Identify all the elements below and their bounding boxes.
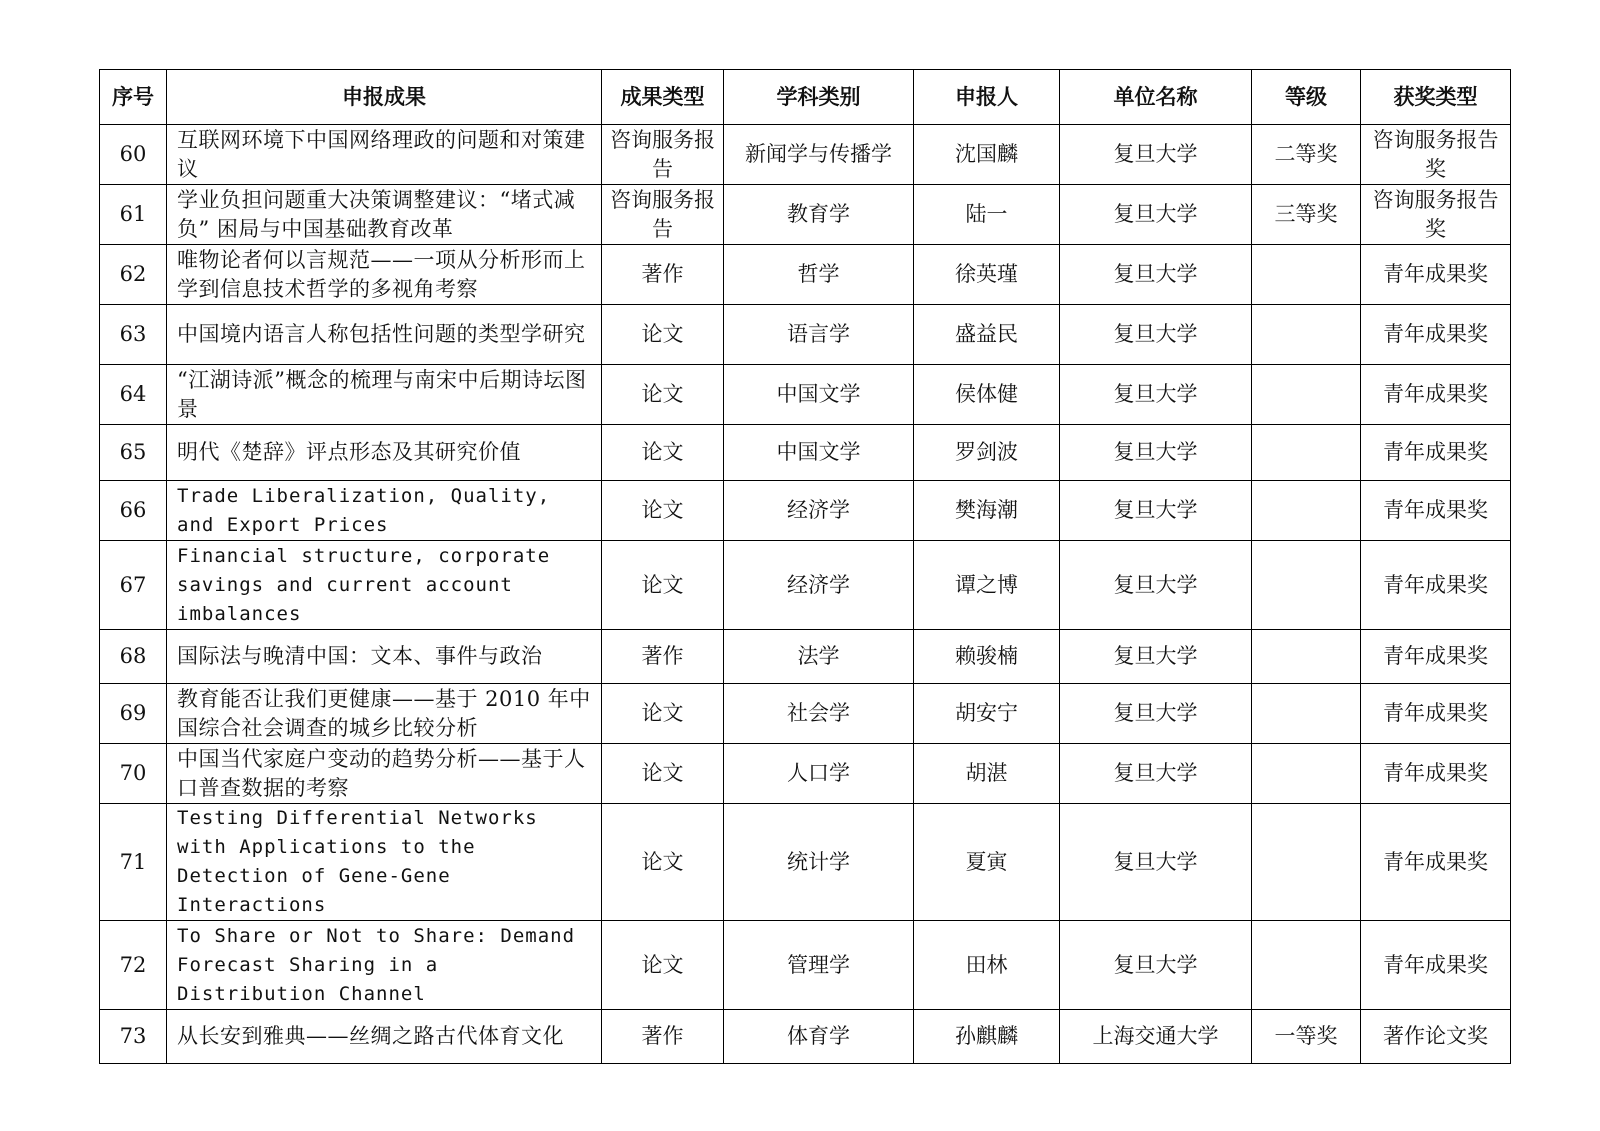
table-row xyxy=(100,481,1511,541)
cell-award: 青年成果奖 xyxy=(1361,921,1511,1010)
cell-title: 教育能否让我们更健康——基于 2010 年中国综合社会调查的城乡比较分析 xyxy=(167,684,602,744)
cell-grade xyxy=(1252,245,1361,305)
cell-award: 咨询服务报告奖 xyxy=(1361,125,1511,185)
cell-title: Trade Liberalization, Quality, and Export Prices xyxy=(167,481,602,541)
cell-grade xyxy=(1252,744,1361,804)
cell-unit: 复旦大学 xyxy=(1060,185,1252,245)
cell-type: 论文 xyxy=(602,425,724,481)
cell-award: 青年成果奖 xyxy=(1361,804,1511,921)
cell-unit: 复旦大学 xyxy=(1060,365,1252,425)
cell-award: 咨询服务报告奖 xyxy=(1361,185,1511,245)
cell-discipline: 法学 xyxy=(724,630,914,684)
header-award: 获奖类型 xyxy=(1361,70,1511,125)
table-row xyxy=(100,684,1511,744)
cell-type: 论文 xyxy=(602,684,724,744)
header-no: 序号 xyxy=(100,70,167,125)
table-row xyxy=(100,425,1511,481)
cell-grade xyxy=(1252,305,1361,365)
cell-no: 65 xyxy=(100,425,167,481)
cell-no: 67 xyxy=(100,541,167,630)
header-type: 成果类型 xyxy=(602,70,724,125)
cell-award: 青年成果奖 xyxy=(1361,425,1511,481)
cell-applicant: 罗剑波 xyxy=(914,425,1060,481)
table-row xyxy=(100,245,1511,305)
cell-grade xyxy=(1252,541,1361,630)
cell-discipline: 中国文学 xyxy=(724,425,914,481)
cell-applicant: 孙麒麟 xyxy=(914,1010,1060,1064)
cell-title: 唯物论者何以言规范——一项从分析形而上学到信息技术哲学的多视角考察 xyxy=(167,245,602,305)
header-row xyxy=(100,70,1511,125)
cell-award: 著作论文奖 xyxy=(1361,1010,1511,1064)
cell-title: 学业负担问题重大决策调整建议：“堵式减负” 困局与中国基础教育改革 xyxy=(167,185,602,245)
cell-no: 64 xyxy=(100,365,167,425)
cell-award: 青年成果奖 xyxy=(1361,541,1511,630)
cell-unit: 复旦大学 xyxy=(1060,921,1252,1010)
cell-grade xyxy=(1252,425,1361,481)
table-row xyxy=(100,1010,1511,1064)
cell-award: 青年成果奖 xyxy=(1361,245,1511,305)
cell-title: 明代《楚辞》评点形态及其研究价值 xyxy=(167,425,602,481)
cell-no: 71 xyxy=(100,804,167,921)
cell-applicant: 胡湛 xyxy=(914,744,1060,804)
cell-no: 72 xyxy=(100,921,167,1010)
cell-unit: 复旦大学 xyxy=(1060,481,1252,541)
cell-award: 青年成果奖 xyxy=(1361,481,1511,541)
cell-grade: 三等奖 xyxy=(1252,185,1361,245)
cell-award: 青年成果奖 xyxy=(1361,744,1511,804)
cell-applicant: 谭之博 xyxy=(914,541,1060,630)
cell-type: 论文 xyxy=(602,921,724,1010)
cell-unit: 上海交通大学 xyxy=(1060,1010,1252,1064)
cell-discipline: 教育学 xyxy=(724,185,914,245)
cell-type: 著作 xyxy=(602,245,724,305)
awards-table xyxy=(99,69,1511,1064)
cell-type: 咨询服务报告 xyxy=(602,185,724,245)
cell-type: 著作 xyxy=(602,630,724,684)
cell-unit: 复旦大学 xyxy=(1060,305,1252,365)
cell-title: 从长安到雅典——丝绸之路古代体育文化 xyxy=(167,1010,602,1064)
table-row xyxy=(100,365,1511,425)
cell-no: 63 xyxy=(100,305,167,365)
cell-unit: 复旦大学 xyxy=(1060,744,1252,804)
cell-unit: 复旦大学 xyxy=(1060,425,1252,481)
header-grade: 等级 xyxy=(1252,70,1361,125)
cell-grade xyxy=(1252,684,1361,744)
cell-no: 68 xyxy=(100,630,167,684)
cell-discipline: 人口学 xyxy=(724,744,914,804)
cell-no: 61 xyxy=(100,185,167,245)
table-row xyxy=(100,744,1511,804)
table-row xyxy=(100,921,1511,1010)
cell-title: Financial structure, corporate savings and current account imbalances xyxy=(167,541,602,630)
cell-applicant: 沈国麟 xyxy=(914,125,1060,185)
cell-grade xyxy=(1252,630,1361,684)
cell-type: 论文 xyxy=(602,804,724,921)
cell-applicant: 盛益民 xyxy=(914,305,1060,365)
cell-title: 中国境内语言人称包括性问题的类型学研究 xyxy=(167,305,602,365)
cell-discipline: 新闻学与传播学 xyxy=(724,125,914,185)
cell-award: 青年成果奖 xyxy=(1361,365,1511,425)
cell-applicant: 徐英瑾 xyxy=(914,245,1060,305)
cell-discipline: 统计学 xyxy=(724,804,914,921)
cell-type: 论文 xyxy=(602,305,724,365)
cell-discipline: 语言学 xyxy=(724,305,914,365)
cell-title: 中国当代家庭户变动的趋势分析——基于人口普查数据的考察 xyxy=(167,744,602,804)
cell-discipline: 社会学 xyxy=(724,684,914,744)
table-row xyxy=(100,804,1511,921)
cell-applicant: 夏寅 xyxy=(914,804,1060,921)
table-row xyxy=(100,125,1511,185)
cell-type: 咨询服务报告 xyxy=(602,125,724,185)
cell-no: 70 xyxy=(100,744,167,804)
cell-no: 66 xyxy=(100,481,167,541)
cell-type: 论文 xyxy=(602,481,724,541)
table-row xyxy=(100,185,1511,245)
cell-discipline: 体育学 xyxy=(724,1010,914,1064)
cell-no: 62 xyxy=(100,245,167,305)
cell-award: 青年成果奖 xyxy=(1361,630,1511,684)
cell-type: 论文 xyxy=(602,541,724,630)
cell-no: 60 xyxy=(100,125,167,185)
header-applicant: 申报人 xyxy=(914,70,1060,125)
cell-discipline: 哲学 xyxy=(724,245,914,305)
cell-unit: 复旦大学 xyxy=(1060,630,1252,684)
cell-type: 著作 xyxy=(602,1010,724,1064)
cell-discipline: 经济学 xyxy=(724,481,914,541)
cell-title: “江湖诗派”概念的梳理与南宋中后期诗坛图景 xyxy=(167,365,602,425)
cell-discipline: 管理学 xyxy=(724,921,914,1010)
cell-unit: 复旦大学 xyxy=(1060,684,1252,744)
cell-applicant: 陆一 xyxy=(914,185,1060,245)
table-row xyxy=(100,541,1511,630)
cell-applicant: 赖骏楠 xyxy=(914,630,1060,684)
header-unit: 单位名称 xyxy=(1060,70,1252,125)
cell-grade xyxy=(1252,481,1361,541)
cell-title: To Share or Not to Share: Demand Forecast Sharing in a Distribution Channel xyxy=(167,921,602,1010)
cell-grade xyxy=(1252,365,1361,425)
cell-type: 论文 xyxy=(602,744,724,804)
cell-no: 69 xyxy=(100,684,167,744)
cell-title: Testing Differential Networks with Applications to the Detection of Gene-Gene Interactions xyxy=(167,804,602,921)
cell-grade: 一等奖 xyxy=(1252,1010,1361,1064)
table-row xyxy=(100,630,1511,684)
cell-unit: 复旦大学 xyxy=(1060,541,1252,630)
cell-grade xyxy=(1252,921,1361,1010)
cell-grade: 二等奖 xyxy=(1252,125,1361,185)
cell-discipline: 经济学 xyxy=(724,541,914,630)
cell-grade xyxy=(1252,804,1361,921)
cell-unit: 复旦大学 xyxy=(1060,804,1252,921)
cell-award: 青年成果奖 xyxy=(1361,305,1511,365)
cell-applicant: 田林 xyxy=(914,921,1060,1010)
cell-no: 73 xyxy=(100,1010,167,1064)
cell-title: 互联网环境下中国网络理政的问题和对策建议 xyxy=(167,125,602,185)
cell-type: 论文 xyxy=(602,365,724,425)
cell-unit: 复旦大学 xyxy=(1060,125,1252,185)
cell-applicant: 樊海潮 xyxy=(914,481,1060,541)
cell-applicant: 侯体健 xyxy=(914,365,1060,425)
cell-title: 国际法与晚清中国：文本、事件与政治 xyxy=(167,630,602,684)
cell-discipline: 中国文学 xyxy=(724,365,914,425)
cell-applicant: 胡安宁 xyxy=(914,684,1060,744)
header-title: 申报成果 xyxy=(167,70,602,125)
cell-award: 青年成果奖 xyxy=(1361,684,1511,744)
table-row xyxy=(100,305,1511,365)
header-discipline: 学科类别 xyxy=(724,70,914,125)
cell-unit: 复旦大学 xyxy=(1060,245,1252,305)
